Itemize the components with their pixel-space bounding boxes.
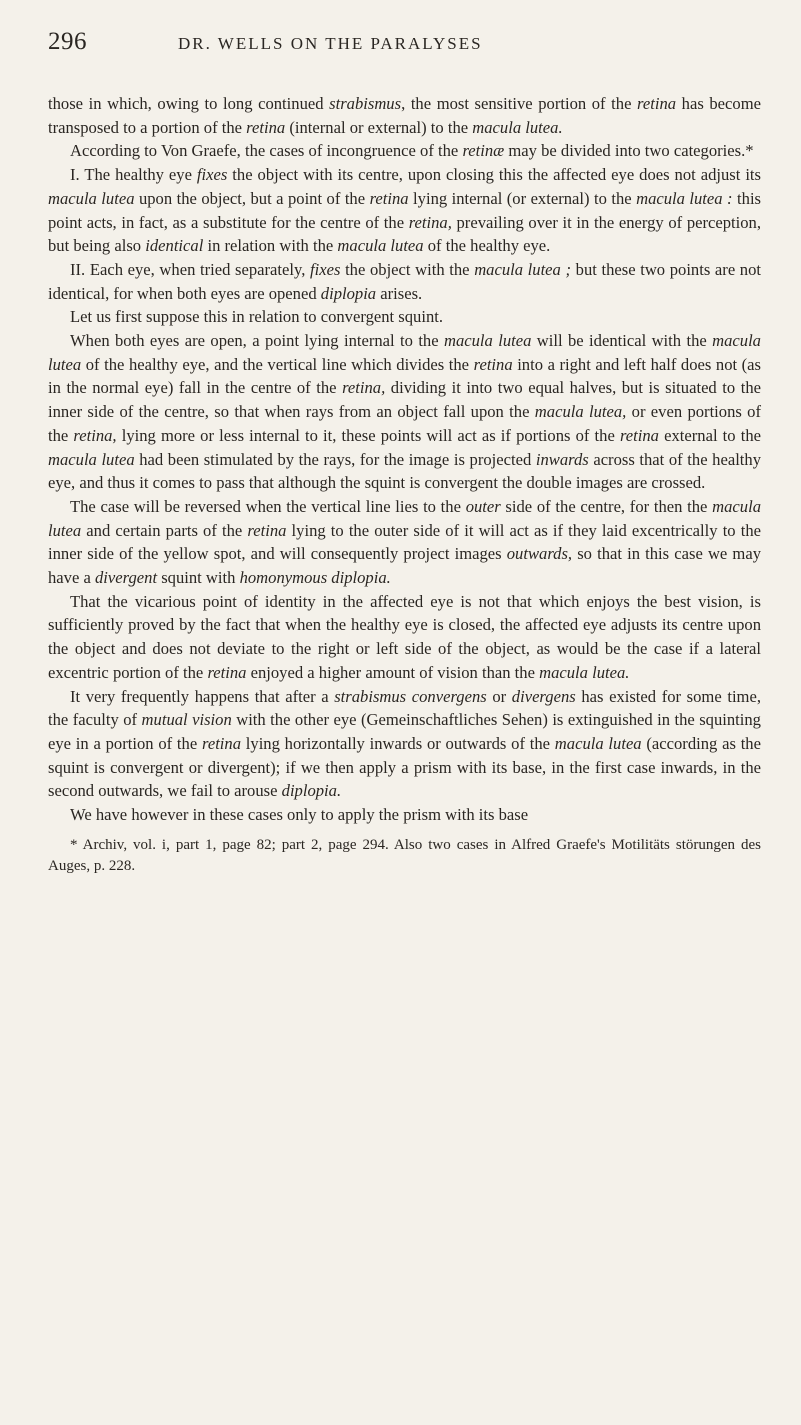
text-run: into a right and left half does not (as in the normal eye) fall in the centre of the (48, 354, 762, 398)
italic-run: macula lutea (48, 449, 135, 469)
italic-run: retina (369, 188, 409, 208)
text-run: of the healthy eye, and the vertical line which divides the (81, 354, 474, 374)
italic-run: strabismus convergens (334, 686, 487, 706)
text-run: but these two points are not identical, for when both eyes are opened (48, 259, 762, 303)
text-run: enjoyed a higher amount of vision than the (246, 662, 540, 682)
text-run: in relation with the (203, 236, 338, 256)
text-run: side of the centre, for then the (500, 496, 713, 516)
italic-run: macula lutea ; (474, 259, 572, 279)
italic-run: retina (246, 117, 286, 137)
text-run: lying more or less internal to it, these points will act as if portions of the (116, 425, 620, 445)
text-run: with the other eye (Gemeinschaftliches Sehen) is extinguished in the squinting eye in a portion of the (48, 710, 761, 753)
text-run: Let us first suppose this in relation to convergent squint. (70, 307, 444, 327)
italic-run: fixes (196, 165, 228, 185)
paragraph (48, 685, 761, 804)
paragraph (48, 139, 761, 163)
text-run: (according as the squint is convergent or divergent); if we then apply a prism with its base, in the first case inwards, in the second outwards, we fail to arouse (48, 733, 761, 801)
text-run: has become transposed to a portion of the (48, 94, 761, 137)
text-run: the object with the (340, 259, 475, 279)
paragraph (48, 329, 761, 495)
italic-run: macula lutea : (636, 188, 733, 208)
text-run: or (486, 686, 512, 706)
text-run: upon the object, but a point of the (134, 188, 370, 208)
italic-run: retina, (73, 425, 117, 445)
italic-run: macula lutea (337, 236, 424, 256)
text-run: of the healthy eye. (423, 236, 551, 256)
paragraph (48, 163, 761, 258)
text-run: across that of the healthy eye, and thus it comes to pass that although the squint is convergent the double images are crossed. (48, 449, 762, 493)
text-run: those in which, owing to long continued (48, 94, 330, 113)
italic-run: outer (465, 496, 501, 516)
text-run: arises. (376, 283, 423, 303)
text-run: lying horizontally inwards or outwards of the (241, 733, 555, 753)
footnote: * Archiv, vol. i, part 1, page 82; part 2, page 294. Also two cases in Alfred Graefe's Motilitäts störungen des Auges, p. 228. (48, 836, 761, 874)
paragraph (48, 590, 761, 685)
italic-run: macula lutea. (472, 117, 563, 137)
italic-run: identical (145, 236, 204, 256)
italic-run: homonymous diplopia. (239, 568, 391, 588)
text-run: external to the (658, 425, 761, 445)
paragraph (48, 92, 761, 139)
italic-run: retina (473, 354, 513, 374)
italic-run: strabismus (329, 94, 402, 113)
italic-run: outwards, (506, 544, 573, 564)
italic-run: macula lutea (48, 188, 135, 208)
text-run: will be identical with the (531, 331, 713, 351)
running-title: DR. WELLS ON THE PARALYSES (178, 34, 483, 53)
text-run: and certain parts of the (81, 520, 248, 540)
paragraph (48, 803, 761, 827)
text-run: (internal or external) to the (285, 117, 473, 137)
page-number: 296 (48, 28, 87, 55)
paragraph (48, 258, 761, 305)
text-run: We have however in these cases only to apply the prism with its base (70, 805, 529, 825)
paragraph (48, 495, 761, 590)
text-run: has existed for some time, the faculty of (48, 686, 761, 730)
italic-run: retina (637, 94, 677, 113)
text-run: lying to the outer side of it will act as if they laid excentrically to the inner side of the yellow spot, and will consequently project images (48, 520, 761, 564)
text-run: dividing it into two equal halves, but is situated to the inner side of the centre, so that when rays from an object fall upon the (48, 378, 761, 422)
text-run: this point acts, in fact, as a substitute for the centre of the (48, 188, 762, 232)
italic-run: diplopia. (281, 781, 342, 801)
italic-run: mutual vision (141, 710, 232, 730)
text-run: , the most sensitive portion of the (401, 94, 638, 113)
paragraph (48, 305, 761, 329)
italic-run: macula lutea (554, 733, 642, 753)
body-text (48, 92, 761, 827)
italic-run: retina (247, 520, 287, 540)
italic-run: divergent (95, 568, 158, 588)
italic-run: macula lutea. (539, 662, 630, 682)
text-run: The case will be reversed when the vertical line lies to the (70, 496, 466, 516)
italic-run: retinæ (462, 141, 505, 161)
italic-run: inwards (535, 449, 589, 469)
italic-run: diplopia (320, 283, 377, 303)
italic-run: macula lutea (443, 331, 532, 351)
italic-run: macula lutea, (534, 402, 627, 422)
running-head (48, 28, 761, 68)
text-run: It very frequently happens that after a (70, 686, 335, 706)
text-run: squint with (157, 568, 240, 588)
text-run: or even portions of the (48, 402, 761, 445)
italic-run: macula lutea (48, 496, 761, 540)
text-run: When both eyes are open, a point lying internal to the (70, 331, 444, 351)
italic-run: retina (201, 733, 242, 753)
text-run: According to Von Graefe, the cases of incongruence of the (70, 141, 463, 161)
text-run: had been stimulated by the rays, for the image is projected (134, 449, 536, 469)
text-run: lying internal (or external) to the (408, 188, 637, 208)
text-run: may be divided into two categories.* (504, 141, 754, 161)
italic-run: retina, (408, 212, 452, 232)
text-run: That the vicarious point of identity in the affected eye is not that which enjoys the best vision, is sufficiently proved by the fact that when the healthy eye is closed, the affected eye adjusts its centre upon the object and does not deviate to the right or left side of the object, as would be the case if a lateral excentric portion of the (48, 591, 761, 682)
italic-run: retina, (342, 378, 386, 398)
italic-run: fixes (310, 259, 341, 279)
italic-run: retina (207, 662, 247, 682)
text-run: prevailing over it in the energy of perception, but being also (48, 212, 761, 256)
text-run: II. Each eye, when tried separately, (70, 259, 311, 279)
text-run: so that in this case we may have a (48, 544, 761, 588)
text-run: the object with its centre, upon closing this the affected eye does not adjust its (227, 165, 761, 185)
italic-run: retina (619, 425, 659, 445)
italic-run: divergens (511, 686, 576, 706)
text-run: I. The healthy eye (70, 165, 197, 185)
italic-run: macula lutea (48, 331, 761, 374)
